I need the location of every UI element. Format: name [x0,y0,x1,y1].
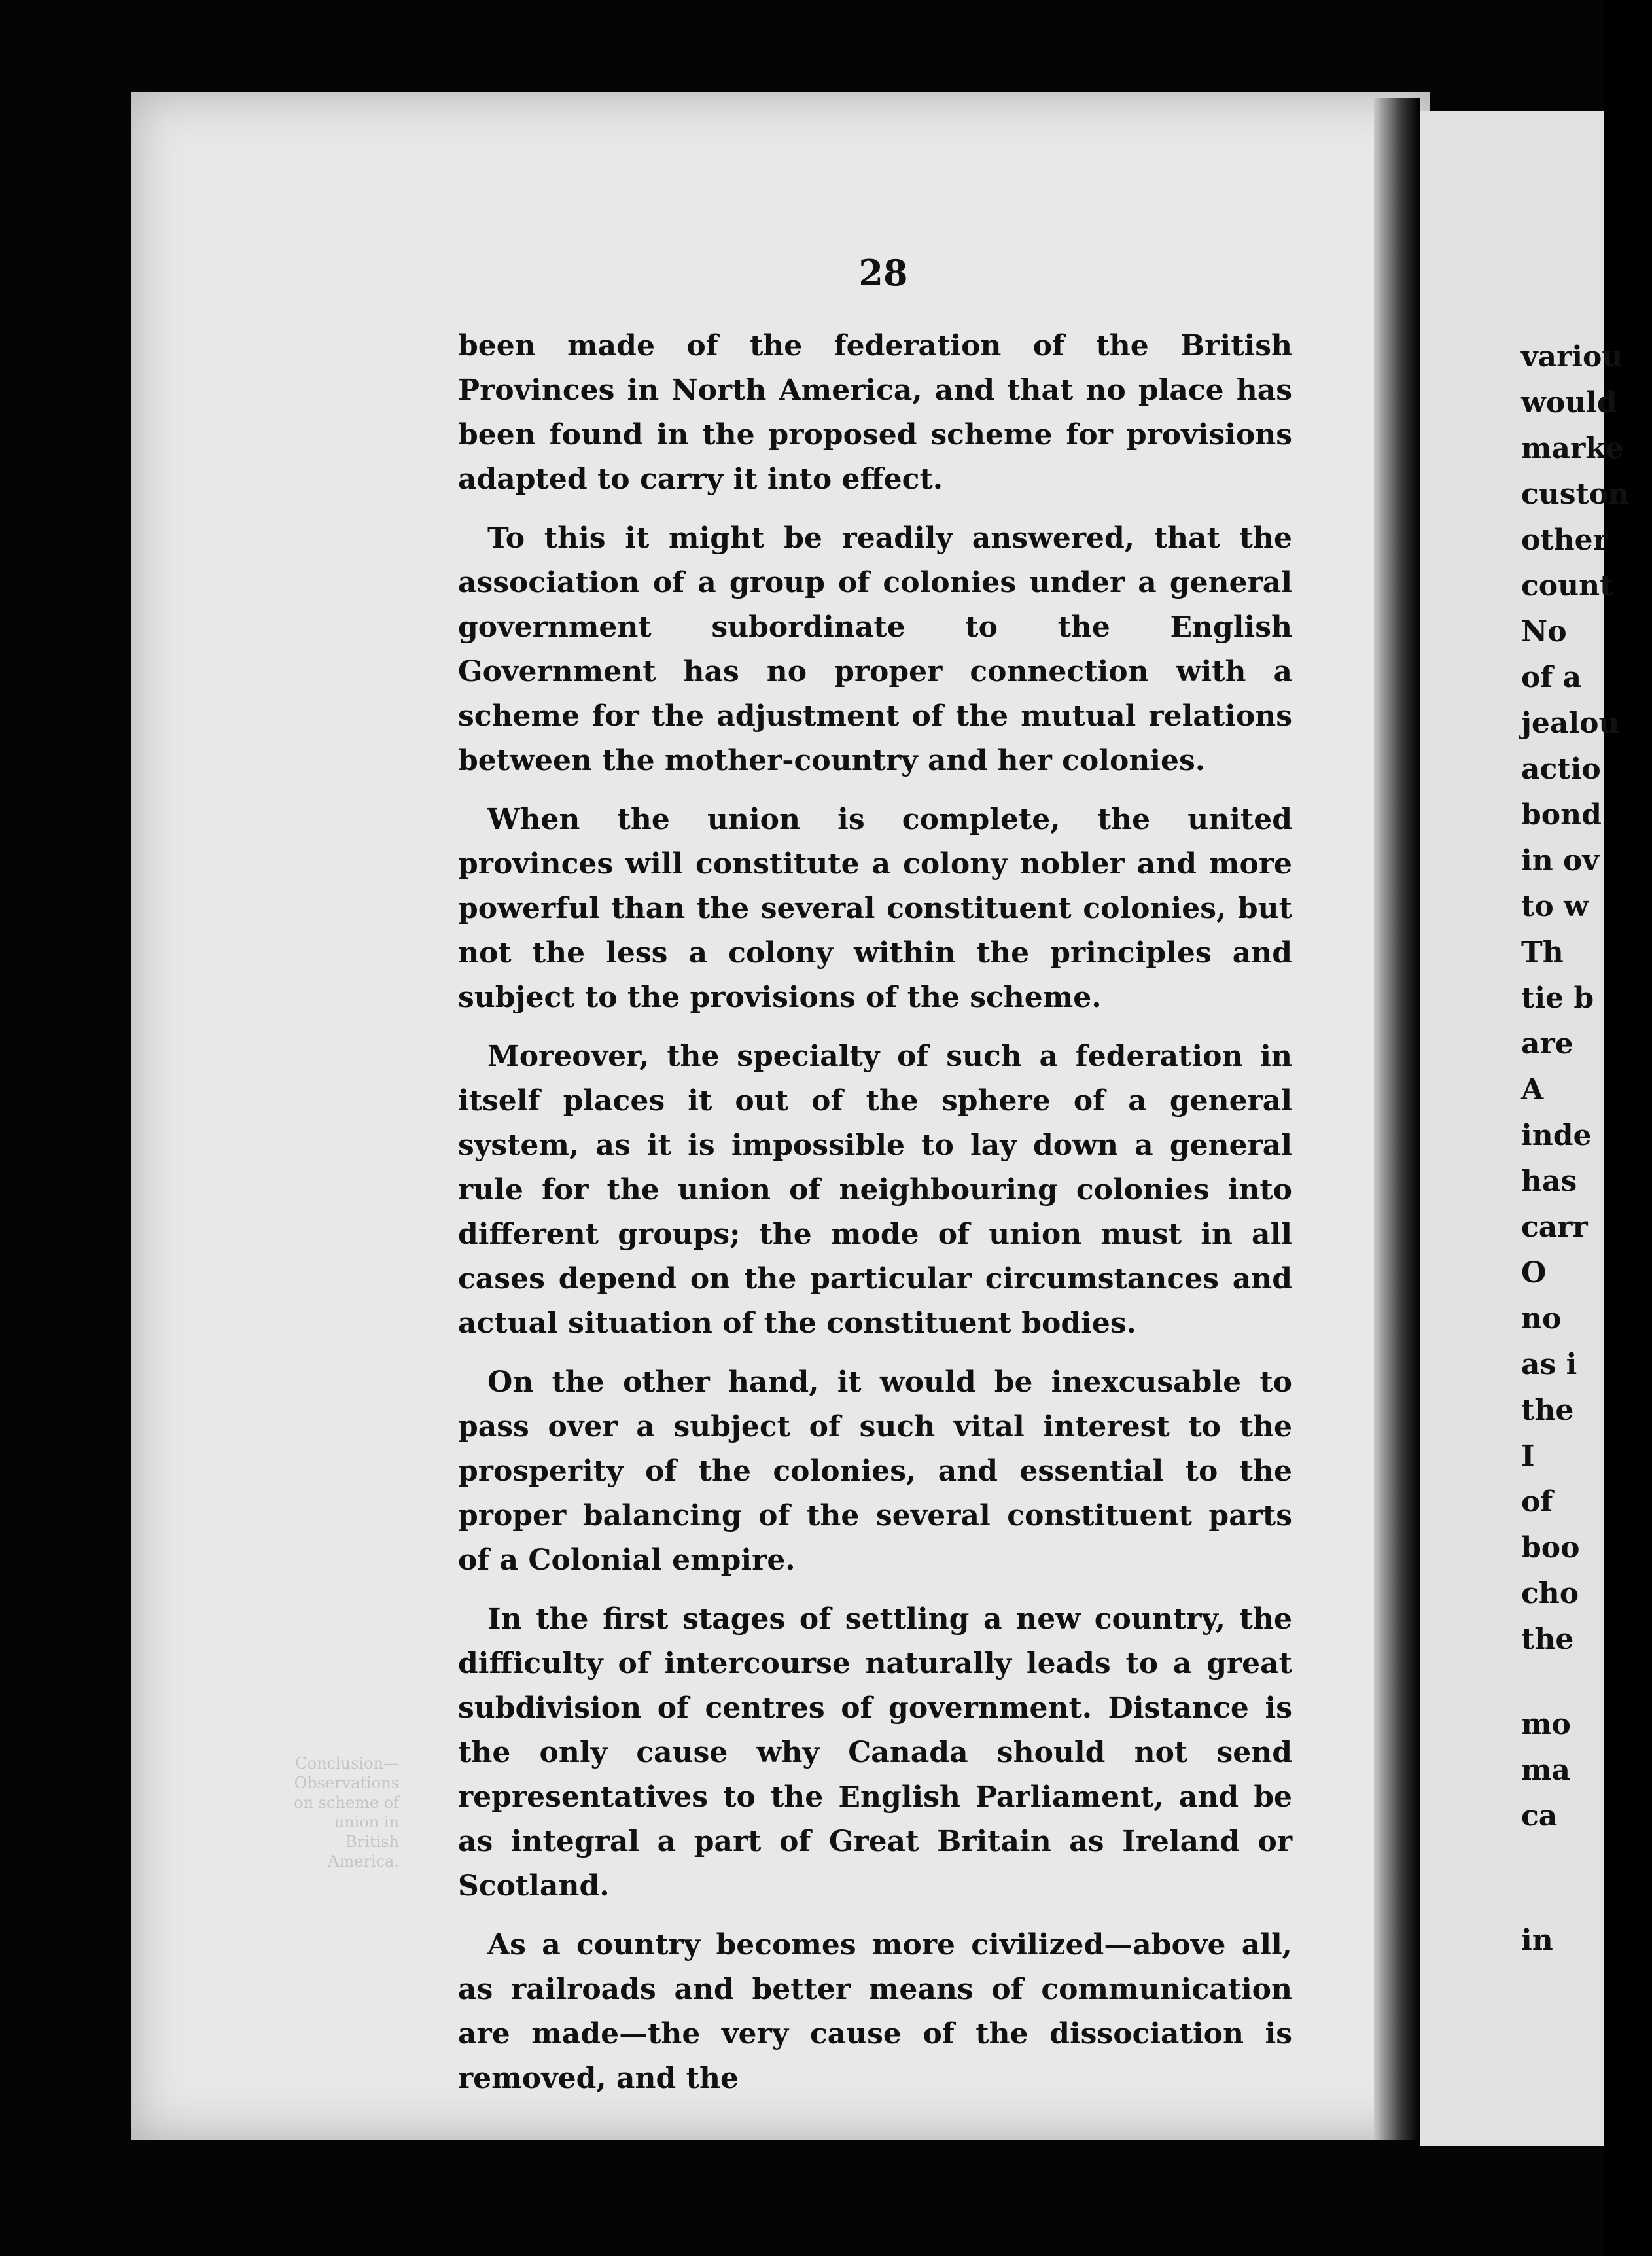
facing-line: mo [1521,1708,1571,1741]
facing-line: Th [1521,936,1564,969]
margin-note-line: Observations [294,1774,399,1792]
facing-line: to w [1521,890,1589,923]
facing-line: of [1521,1485,1553,1519]
facing-line: has [1521,1165,1577,1198]
paragraph-7: As a country becomes more civilized—above all, as railroads and better means of communication are made—the very cause of the dissociation is removed, and the [458,1928,1292,2095]
facing-line: the [1521,1394,1574,1427]
paragraph-1: been made of the federation of the British Provinces in North America, and that no place has been found in the proposed scheme for provisions adapted to carry it into effect. [458,329,1292,496]
paragraph-3: When the union is complete, the united provinces will constitute a colony nobler and more powerful than the several constituent colonies, but not the less a colony within the principles and subject to the provisions of the scheme. [458,803,1292,1014]
facing-line: in ov [1521,844,1599,877]
facing-line: custon [1521,478,1630,511]
margin-note-line: America. [328,1852,399,1871]
facing-line: would [1521,386,1617,419]
facing-line: are [1521,1027,1573,1061]
facing-line: bond [1521,798,1602,832]
facing-line: no [1521,1302,1562,1335]
facing-line: carr [1521,1210,1588,1244]
facing-line: in [1521,1924,1553,1957]
margin-note-line: union in [334,1813,399,1831]
facing-line: as i [1521,1348,1577,1381]
facing-line: No [1521,615,1567,648]
facing-line: O [1521,1256,1547,1290]
facing-line: cho [1521,1577,1579,1610]
margin-note-line: on scheme of [294,1793,399,1812]
facing-line: count [1521,569,1613,603]
book-gutter [1374,98,1420,2140]
facing-line: actio [1521,752,1601,786]
paragraph-4: Moreover, the specialty of such a federation in itself places it out of the sphere of a general system, as it is impossible to lay down a general rule for the union of neighbouring colonies into different groups; the mode of union must in all cases depend on the particular circumstances and actual situation of the constituent bodies. [458,1040,1292,1340]
facing-line: other [1521,523,1608,557]
paragraph-2: To this it might be readily answered, that the association of a group of colonies under a general government subordinate to the English Government has no proper connection with a scheme for the adjustment of the mutual relations between the mother-country and her colonies. [458,521,1292,777]
margin-note [268,1754,399,1871]
facing-line: ca [1521,1799,1558,1833]
facing-line: ma [1521,1754,1571,1787]
facing-line: I [1521,1439,1535,1473]
facing-line: A [1521,1073,1544,1106]
facing-line: the [1521,1623,1574,1656]
facing-line: boo [1521,1531,1580,1564]
paragraph-6: In the first stages of settling a new country, the difficulty of intercourse naturally leads to a great subdivision of centres of government. Distance is the only cause why Canada should not send representatives to the English Parliament, and be as integral a part of Great Britain as Ireland or Scotland. [458,1602,1292,1903]
paragraph-5: On the other hand, it would be inexcusable to pass over a subject of such vital interest to the prosperity of the colonies, and essential to the proper balancing of the several constituent parts of a Colonial empire. [458,1366,1292,1577]
facing-line: marke [1521,432,1624,465]
page-body [458,324,1292,2115]
page-number: 28 [858,252,908,294]
facing-line: of a [1521,661,1582,694]
facing-line: variou [1521,340,1623,374]
facing-line: tie b [1521,981,1594,1015]
margin-note-line: British [345,1833,399,1851]
facing-line: inde [1521,1119,1592,1152]
facing-line: jealou [1521,707,1620,740]
margin-note-line: Conclusion— [295,1754,399,1772]
